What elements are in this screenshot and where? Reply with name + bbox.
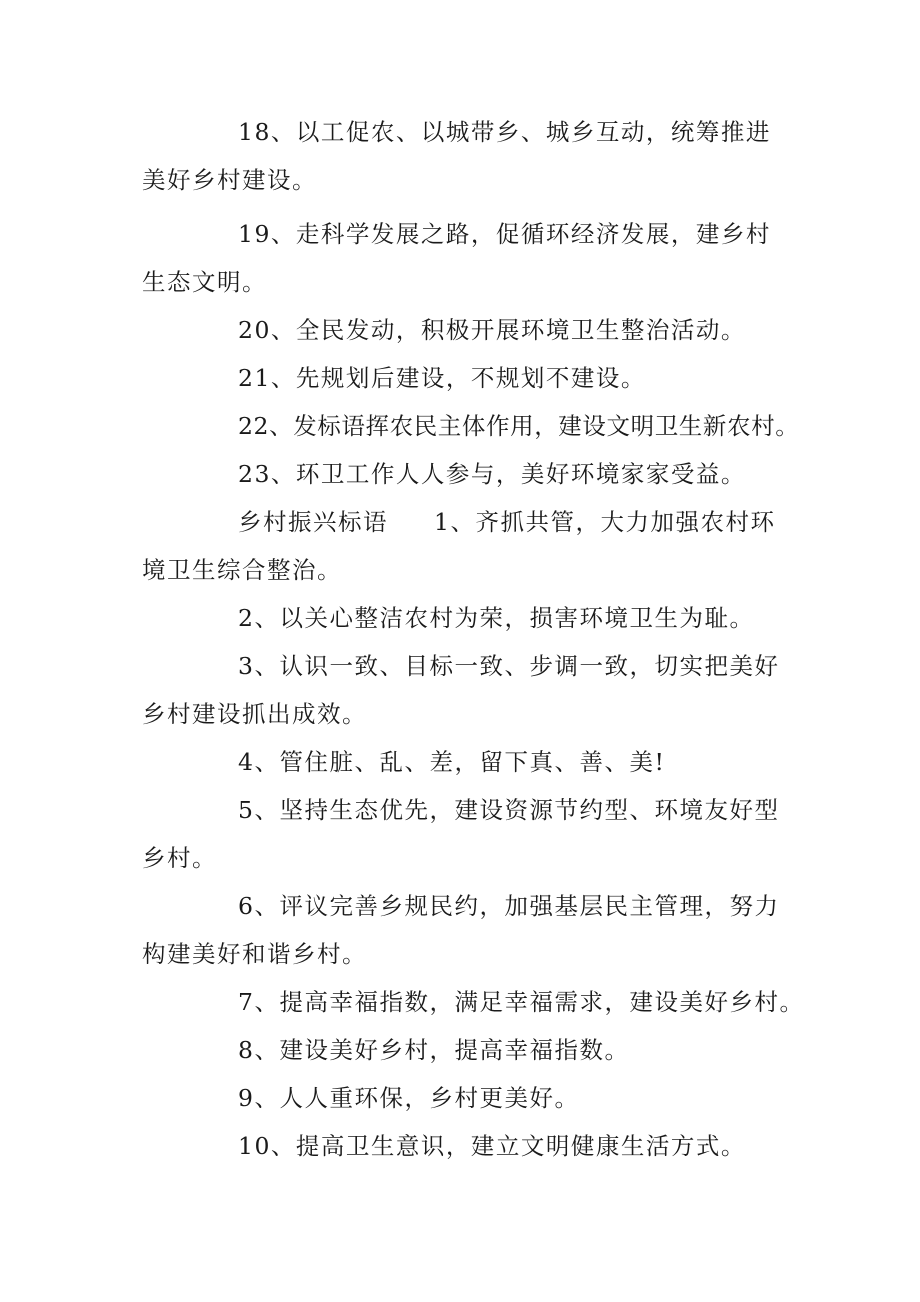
slogan-1: 1、齐抓共管，大力加强农村环境卫生综合整治。 xyxy=(142,508,776,584)
slogan-19: 19、走科学发展之路，促循环经济发展，建乡村生态文明。 xyxy=(142,220,771,296)
section-heading: 乡村振兴标语 xyxy=(238,508,388,536)
slogan-20: 20、全民发动，积极开展环境卫生整治活动。 xyxy=(238,316,746,344)
slogan-21: 21、先规划后建设，不规划不建设。 xyxy=(238,364,646,392)
slogan-3: 3、认识一致、目标一致、步调一致，切实把美好乡村建设抓出成效。 xyxy=(142,652,780,728)
slogan-18: 18、以工促农、以城带乡、城乡互动，统筹推进美好乡村建设。 xyxy=(142,118,771,194)
slogan-5: 5、坚持生态优先，建设资源节约型、环境友好型乡村。 xyxy=(142,796,780,872)
slogan-10: 10、提高卫生意识，建立文明健康生活方式。 xyxy=(238,1132,746,1160)
slogan-6: 6、评议完善乡规民约，加强基层民主管理，努力构建美好和谐乡村。 xyxy=(142,892,780,968)
slogan-22: 22、发标语挥农民主体作用，建设文明卫生新农村。 xyxy=(238,412,800,440)
slogan-23: 23、环卫工作人人参与，美好环境家家受益。 xyxy=(238,460,746,488)
slogan-2: 2、以关心整洁农村为荣，损害环境卫生为耻。 xyxy=(238,604,755,632)
slogan-8: 8、建设美好乡村，提高幸福指数。 xyxy=(238,1036,630,1064)
slogan-4: 4、管住脏、乱、差，留下真、善、美! xyxy=(238,748,666,776)
slogan-9: 9、人人重环保，乡村更美好。 xyxy=(238,1084,580,1112)
section-paragraph xyxy=(142,498,782,594)
slogan-7: 7、提高幸福指数，满足幸福需求，建设美好乡村。 xyxy=(238,988,805,1016)
